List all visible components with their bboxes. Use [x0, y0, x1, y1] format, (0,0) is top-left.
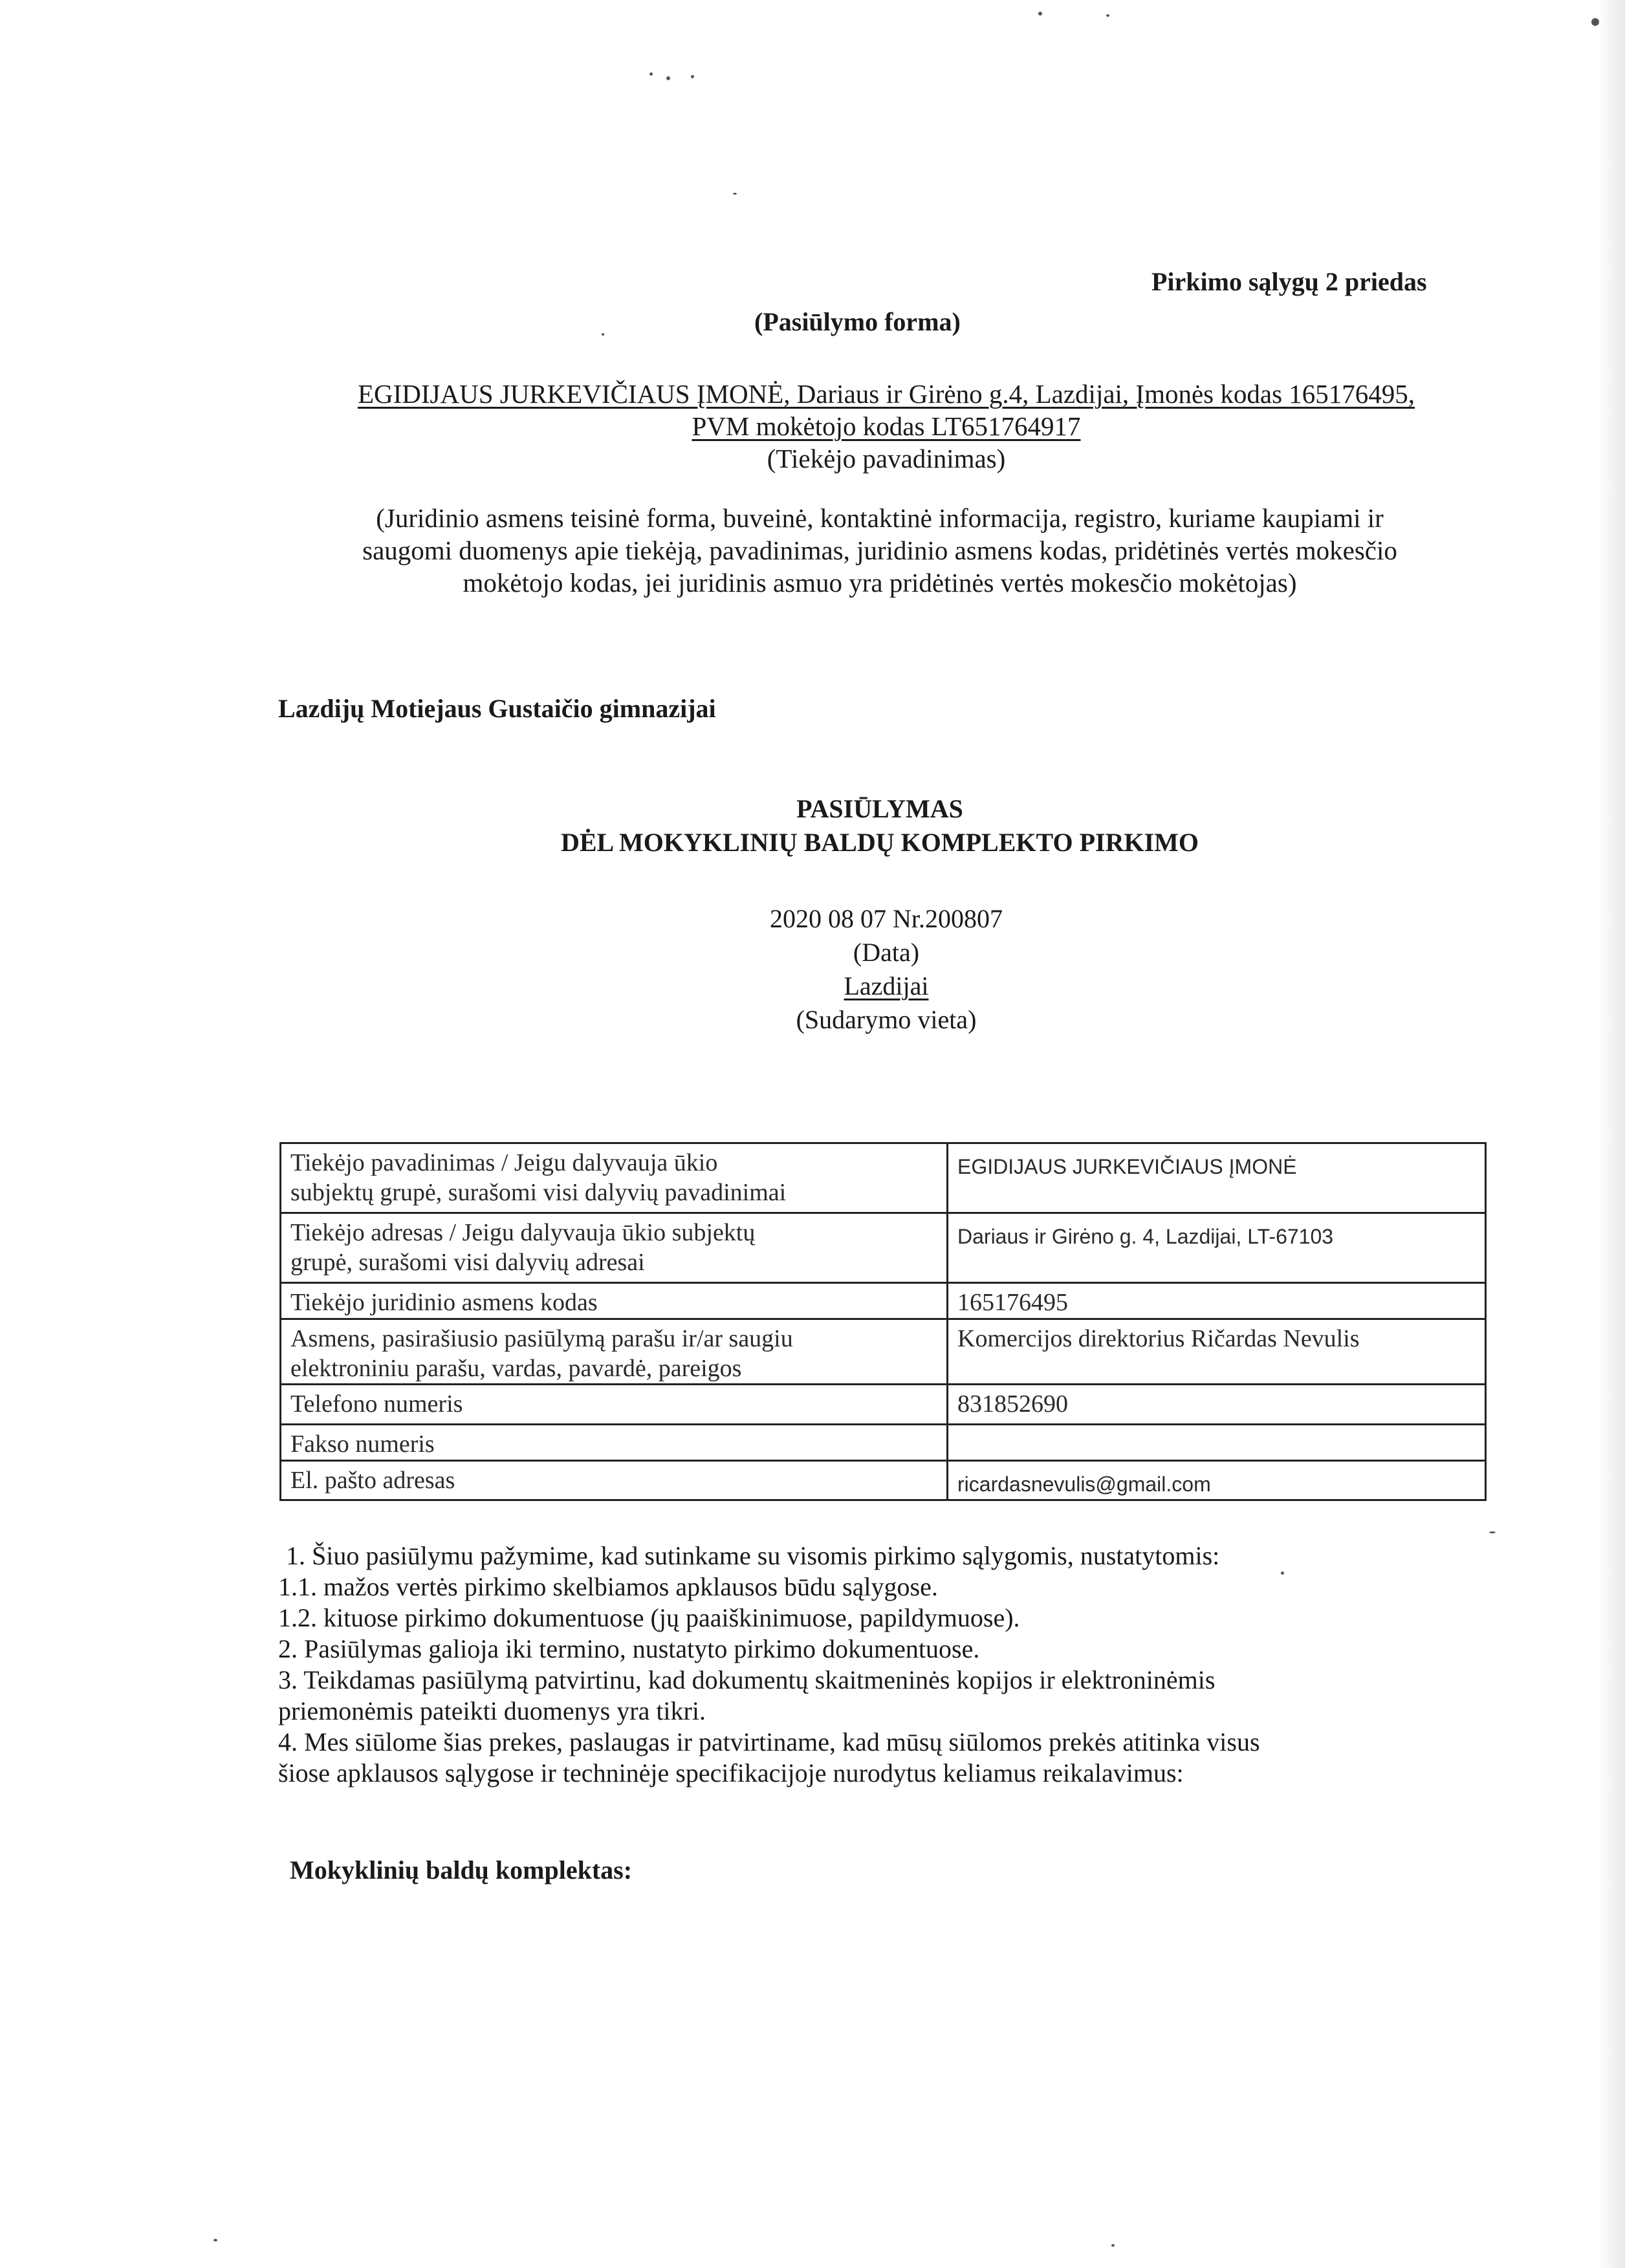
table-row — [281, 1143, 1486, 1213]
row-label: Tiekėjo juridinio asmens kodas — [281, 1283, 948, 1319]
row-label: Telefono numeris — [281, 1385, 948, 1425]
row-value: EGIDIJAUS JURKEVIČIAUS ĮMONĖ — [948, 1143, 1486, 1213]
table-row — [281, 1283, 1486, 1319]
title-line-1: PASIŪLYMAS — [796, 794, 963, 823]
table-row — [281, 1461, 1486, 1500]
document-title — [362, 792, 1397, 859]
legal-note-line-1: (Juridinio asmens teisinė forma, buveinė, kontaktinė informacija, registro, kuriame kaupiami ir — [376, 503, 1384, 533]
supplier-caption: (Tiekėjo pavadinimas) — [767, 444, 1006, 473]
supplier-info-table — [279, 1142, 1487, 1501]
list-item: 1.1. mažos vertės pirkimo skelbiamos apklausos būdu sąlygose. — [278, 1572, 938, 1601]
scan-speck — [691, 75, 694, 78]
table-row — [281, 1425, 1486, 1461]
supplier-line-2: PVM mokėtojo kodas LT651764917 — [692, 411, 1081, 441]
row-label: Tiekėjo pavadinimas / Jeigu dalyvauja ūkio subjektų grupė, surašomi visi dalyvių pavadinimai — [281, 1143, 948, 1213]
scan-speck — [1038, 12, 1042, 16]
table-row — [281, 1213, 1486, 1283]
list-item: 4. Mes siūlome šias prekes, paslaugas ir patvirtiname, kad mūsų siūlomos prekės atitinka visus — [278, 1727, 1260, 1756]
scan-edge-shadow — [1599, 0, 1625, 2268]
list-item: šiose apklausos sąlygose ir techninėje specifikacijoje nurodytus keliamus reikalavimus: — [278, 1758, 1184, 1787]
row-label: Asmens, pasirašiusio pasiūlymą parašu ir/ar saugiu elektroniniu parašu, vardas, pavardė, pareigos — [281, 1319, 948, 1385]
form-title: (Pasiūlymo forma) — [754, 307, 961, 336]
scan-speck — [1489, 1531, 1496, 1533]
supplier-line-1: EGIDIJAUS JURKEVIČIAUS ĮMONĖ, Dariaus ir Girėno g.4, Lazdijai, Įmonės kodas 165176495, — [357, 379, 1415, 409]
row-value: 165176495 — [948, 1283, 1486, 1319]
statements-list — [278, 1540, 1494, 1789]
legal-note — [259, 502, 1501, 599]
scan-speck — [1591, 18, 1599, 26]
row-value — [948, 1425, 1486, 1461]
scan-speck — [1106, 14, 1109, 17]
scan-speck — [213, 2239, 217, 2241]
section-heading: Mokyklinių baldų komplektas: — [290, 1855, 633, 1885]
row-value: 831852690 — [948, 1385, 1486, 1425]
list-item: 3. Teikdamas pasiūlymą patvirtinu, kad dokumentų skaitmeninės kopijos ir elektroninėmis — [278, 1665, 1216, 1694]
row-value: ricardasnevulis@gmail.com — [948, 1461, 1486, 1500]
scan-speck — [649, 72, 653, 76]
row-value: Dariaus ir Girėno g. 4, Lazdijai, LT-67103 — [948, 1213, 1486, 1283]
scan-speck — [1111, 2244, 1115, 2247]
list-item: 2. Pasiūlymas galioja iki termino, nustatyto pirkimo dokumentuose. — [278, 1634, 980, 1663]
annex-label: Pirkimo sąlygų 2 priedas — [1151, 267, 1427, 296]
date-caption: (Data) — [853, 938, 920, 967]
place-caption: (Sudarymo vieta) — [796, 1005, 977, 1034]
date-value: 2020 08 07 Nr.200807 — [770, 904, 1003, 933]
scan-speck — [733, 193, 737, 195]
scan-speck — [666, 76, 670, 80]
row-label: Tiekėjo adresas / Jeigu dalyvauja ūkio subjektų grupė, surašomi visi dalyvių adresai — [281, 1213, 948, 1283]
list-item: 1. Šiuo pasiūlymu pažymime, kad sutinkame su visomis pirkimo sąlygomis, nustatytomis: — [286, 1541, 1220, 1570]
table-row — [281, 1319, 1486, 1385]
supplier-block — [272, 378, 1501, 475]
row-label: Fakso numeris — [281, 1425, 948, 1461]
table-row — [281, 1385, 1486, 1425]
addressee: Lazdijų Motiejaus Gustaičio gimnazijai — [278, 694, 716, 723]
list-item: 1.2. kituose pirkimo dokumentuose (jų paaiškinimuose, papildymuose). — [278, 1603, 1020, 1632]
place-value: Lazdijai — [844, 971, 929, 1000]
scan-speck — [602, 333, 604, 336]
row-value: Komercijos direktorius Ričardas Nevulis — [948, 1319, 1486, 1385]
legal-note-line-2: saugomi duomenys apie tiekėją, pavadinimas, juridinio asmens kodas, pridėtinės vertės mokesčio — [362, 535, 1397, 565]
list-item: priemonėmis pateikti duomenys yra tikri. — [278, 1696, 706, 1725]
row-label: El. pašto adresas — [281, 1461, 948, 1500]
title-line-2: DĖL MOKYKLINIŲ BALDŲ KOMPLEKTO PIRKIMO — [560, 828, 1199, 857]
legal-note-line-3: mokėtojo kodas, jei juridinis asmuo yra pridėtinės vertės mokesčio mokėtojas) — [463, 568, 1297, 598]
date-place-block — [621, 902, 1151, 1037]
